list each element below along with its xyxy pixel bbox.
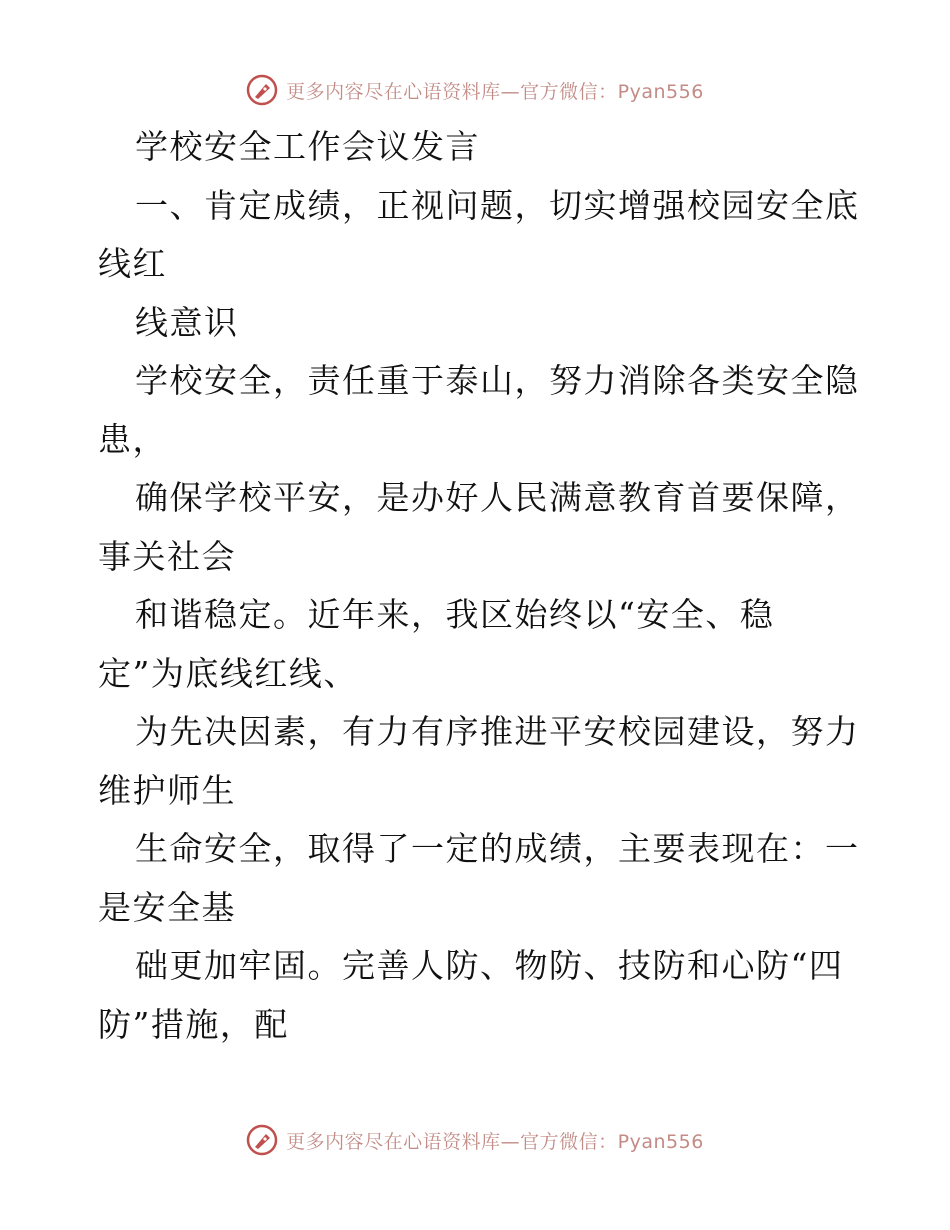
header-watermark <box>0 70 950 110</box>
pen-nib-logo-icon <box>246 74 278 106</box>
watermark-text: 更多内容尽在心语资料库—官方微信：Pyan556 <box>286 80 704 103</box>
document-body <box>98 118 858 1054</box>
pen-nib-logo-icon <box>246 1124 278 1156</box>
text-line: 线意识 <box>135 302 239 342</box>
text-line: 定”为底线红线、 <box>98 653 358 693</box>
text-line: 是安全基 <box>98 887 236 927</box>
text-line: 防”措施，配 <box>98 1004 289 1044</box>
watermark-text: 更多内容尽在心语资料库—官方微信：Pyan556 <box>286 1130 704 1153</box>
text-line: 和谐稳定。近年来，我区始终以“安全、稳 <box>135 595 775 634</box>
text-line: 确保学校平安，是办好人民满意教育首要保障， <box>135 478 860 517</box>
text-line: 线红 <box>98 244 167 283</box>
footer-watermark <box>0 1120 950 1160</box>
text-line: 事关社会 <box>98 536 236 576</box>
text-line: 为先决因素，有力有序推进平安校园建设，努力 <box>135 712 860 751</box>
text-line: 学校安全，责任重于泰山，努力消除各类安全隐 <box>135 361 860 400</box>
text-line: 患， <box>98 419 167 459</box>
text-line: 维护师生 <box>98 770 236 810</box>
text-line: 础更加牢固。完善人防、物防、技防和心防“四 <box>135 946 844 985</box>
text-line: 生命安全，取得了一定的成绩，主要表现在：一 <box>135 829 860 868</box>
text-line: 学校安全工作会议发言 <box>135 127 480 166</box>
text-line: 一、肯定成绩，正视问题，切实增强校园安全底 <box>135 185 860 225</box>
